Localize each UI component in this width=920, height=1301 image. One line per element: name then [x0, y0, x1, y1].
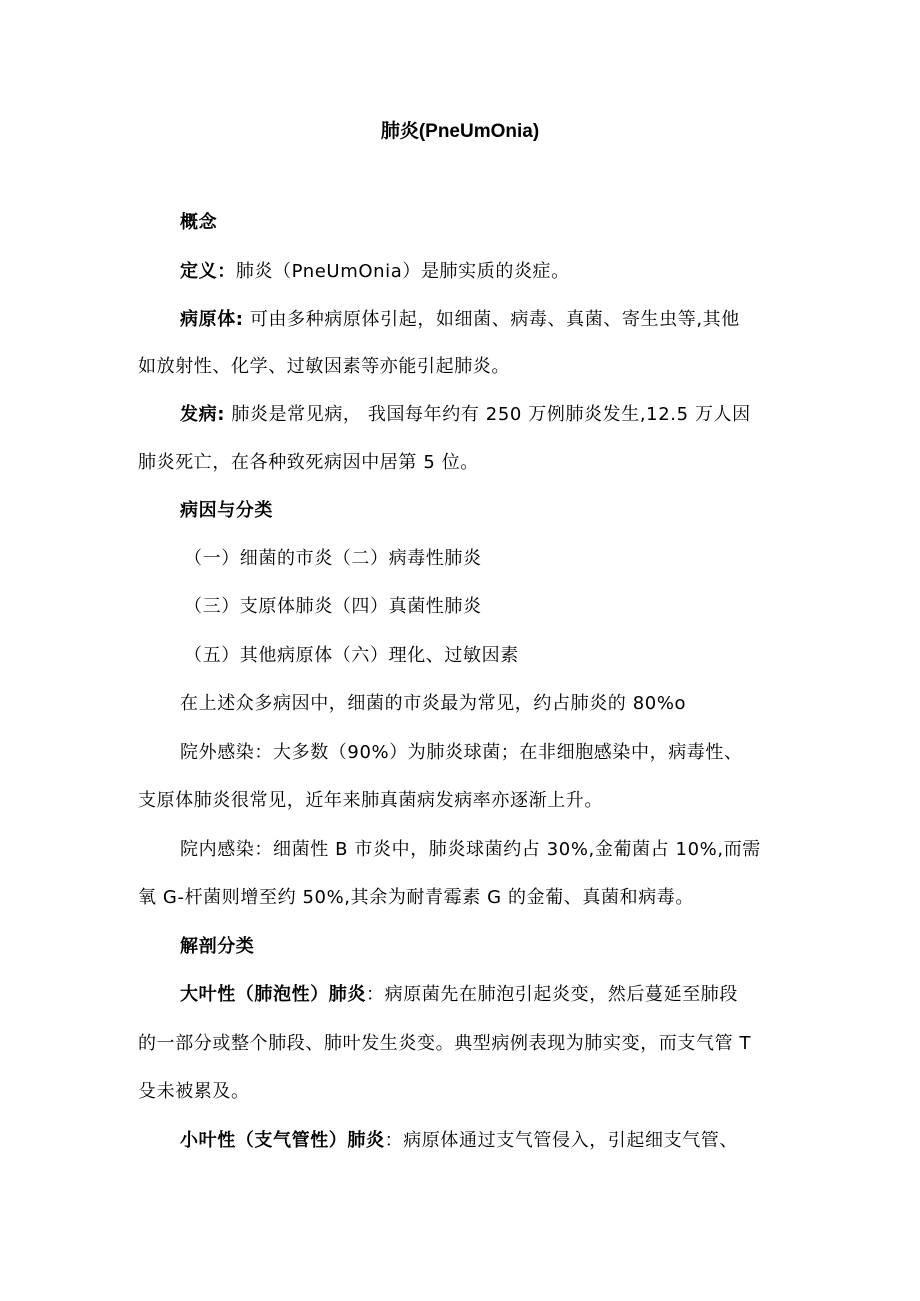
pathogen-text-1: 可由多种病原体引起，如细菌、病毒、真菌、寄生虫等,其他 [243, 309, 740, 330]
inside-infection-line1: 院内感染：细菌性 B 市炎中，肺炎球菌约占 30%,金葡菌占 10%,而需 [180, 839, 761, 860]
pathogen-text-2: 如放射性、化学、过敏因素等亦能引起肺炎。 [138, 356, 510, 377]
outside-infection-line1: 院外感染：大多数（90%）为肺炎球菌；在非细胞感染中，病毒性、 [180, 742, 743, 763]
page-title: 肺炎(PneUmOnia) [380, 121, 540, 142]
incidence-text-1: 肺炎是常见病， 我国每年约有 250 万例肺炎发生,12.5 万人因 [225, 404, 751, 425]
lobular-label: 小叶性（支气管性）肺炎 [180, 1130, 385, 1151]
lobular-text-1: ：病原体通过支气管侵入，引起细支气管、 [384, 1130, 739, 1151]
heading-concept: 概念 [180, 212, 218, 233]
etiology-item: （一）细菌的市炎（二）病毒性肺炎 [184, 548, 482, 569]
etiology-item: （五）其他病原体（六）理化、过敏因素 [184, 645, 519, 666]
incidence-text-2: 肺炎死亡，在各种致死病因中居第 5 位。 [138, 452, 479, 473]
lobar-text-3: 殳未被累及。 [138, 1081, 250, 1102]
lobar-paragraph-line1 [180, 980, 738, 1010]
definition-text: 肺炎（PneUmOnia）是肺实质的炎症。 [235, 261, 570, 282]
lobar-text-2: 的一部分或整个肺段、肺叶发生炎变。典型病例表现为肺实变，而支气管 T [138, 1033, 752, 1054]
incidence-label: 发病: [180, 404, 225, 425]
lobar-label: 大叶性（肺泡性）肺炎 [180, 984, 366, 1005]
incidence-paragraph-line1 [180, 400, 751, 430]
outside-infection-line2: 支原体肺炎很常见，近年来肺真菌病发病率亦逐渐上升。 [138, 790, 603, 811]
lobular-paragraph-line1 [180, 1126, 738, 1156]
etiology-summary: 在上述众多病因中，细菌的市炎最为常见，约占肺炎的 80%o [180, 693, 687, 714]
definition-label: 定义： [180, 261, 236, 282]
pathogen-label: 病原体: [180, 309, 244, 330]
heading-anatomy: 解剖分类 [180, 936, 255, 957]
lobar-text-1: ：病原菌先在肺泡引起炎变，然后蔓延至肺段 [366, 984, 738, 1005]
etiology-item: （三）支原体肺炎（四）真菌性肺炎 [184, 596, 482, 617]
definition-paragraph [180, 257, 570, 287]
inside-infection-line2: 氧 G-杆菌则增至约 50%,其余为耐青霉素 G 的金葡、真菌和病毒。 [138, 887, 695, 908]
pathogen-paragraph-line1 [180, 305, 740, 335]
heading-etiology: 病因与分类 [180, 500, 273, 521]
